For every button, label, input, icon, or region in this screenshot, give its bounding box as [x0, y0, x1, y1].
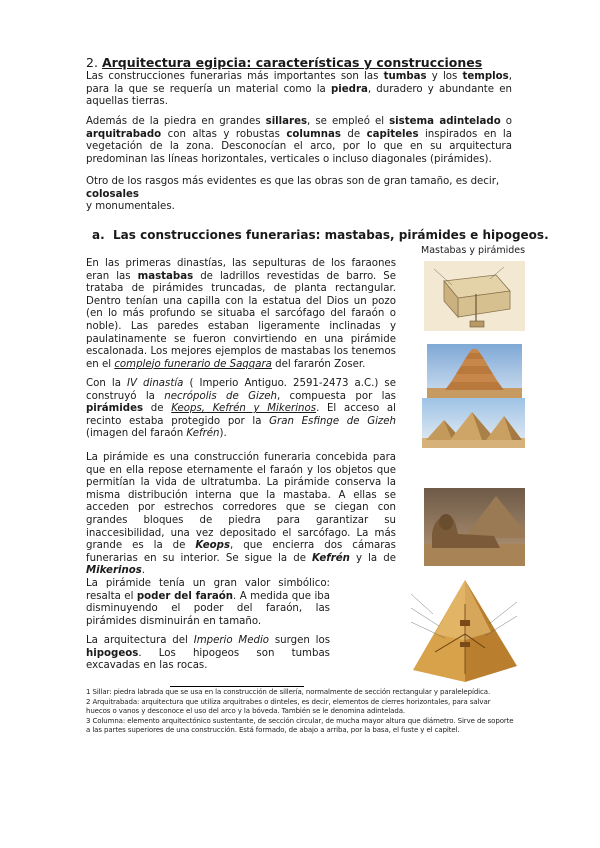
subsection-label: a. [92, 228, 105, 242]
body-paragraph-5: La arquitectura del Imperio Medio surgen los hipogeos. Los hipogeos son tumbas excavadas en las rocas. [86, 635, 331, 672]
mastaba-diagram-image [424, 261, 525, 331]
subsection-heading [92, 228, 549, 242]
step-pyramid-photo [427, 344, 522, 398]
pyramid-cutaway-diagram [405, 574, 523, 686]
body-paragraph-2: Con la IV dinastía ( Imperio Antiguo. 2591-2473 a.C.) se construyó la necrópolis de Gizeh, compuesta por las pirámides de Keops, Kefrén y Mikerinos. El acceso al recinto estaba protegido por la Gran Esfinge de Gizeh (imagen del faraón Kefrén). [86, 378, 396, 440]
sphinx-photo [424, 488, 525, 566]
intro-paragraph-1: Las construcciones funerarias más importantes son las tumbas y los templos, para la que se requería un material como la piedra, duradero y abundante en aquellas tierras. [86, 71, 512, 107]
subsection-title: Las construcciones funerarias: mastabas, pirámides e hipogeos. [113, 228, 549, 242]
image-caption: Mastabas y pirámides [421, 245, 526, 256]
footnote-1: 1 Sillar: piedra labrada que se usa en la construcción de sillería, normalmente de sección rectangular y paralelepídica. [86, 688, 491, 696]
section-number: 2. [86, 55, 98, 70]
section-heading [86, 55, 482, 70]
intro-paragraph-2: Además de la piedra en grandes sillares, se empleó el sistema adintelado o arquitrabado con altas y robustas columnas de capiteles inspirados en la vegetación de la zona. Desconocían el arco, por lo que en su arquitectura predominan las líneas horizontales, verticales o incluso diagonales (pirámides). [86, 116, 513, 165]
body-paragraph-1: En las primeras dinastías, las sepulturas de los faraones eran las mastabas de ladrillos revestidas de barro. Se trataba de pirámides truncadas, de planta rectangular. Dentro tenían una capilla con la estatua del Dios un pozo (en lo más profundo se situaba el sarcófago del faraón o noble). Las paredes estaban ligeramente inclinadas y paulatinamente se fueron convirtiendo en una pirámide escalonada. Los mejores ejemplos de mastabas los tenemos en el complejo funerario de Saqqara del fararón Zoser. [86, 258, 397, 370]
intro-paragraph-3: Otro de los rasgos más evidentes es que las obras son de gran tamaño, es decir, colosales y monumentales. [86, 176, 500, 212]
body-paragraph-4: La pirámide tenía un gran valor simbólico: resalta el poder del faraón. A medida que iba disminuyendo el poder del faraón, las pirámides disminuirán en tamaño. [86, 578, 330, 627]
footnote-3: 3 Columna: elemento arquitectónico sustentante, de sección circular, de mucha mayor altura que diámetro. Sirve de soporte a las partes superiores de una construcción. Está formado, de abajo a arriba, por la basa, el fuste y el capitel. [86, 717, 514, 735]
footnote-separator [170, 686, 304, 687]
section-title: Arquitectura egipcia: características y construcciones [101, 55, 483, 70]
body-paragraph-3: La pirámide es una construcción funeraria concebida para que en ella repose eternamente el faraón y los objetos que permitían la vida de ultratumba. La pirámide conserva la misma distribución interna que la mastaba. A ellas se acceden por estrechos corredores que se ciegan con grandes bloques de piedra para garantizar su inaccesibilidad, una vez depositado el sarcófago. La más grande es la de Keops, que encierra dos cámaras funerarias en su interior. Se sigue la de Kefrén y la de Mikerinos. [86, 452, 396, 577]
giza-pyramids-photo [422, 398, 525, 448]
footnote-2: 2 Arquitrabada: arquitectura que utiliza arquitrabes o dinteles, es decir, elementos de cierres horizontales, para salvar huecos o vanos y desconoce el uso del arco y la bóveda. También se le denomina adintelada. [86, 698, 491, 716]
